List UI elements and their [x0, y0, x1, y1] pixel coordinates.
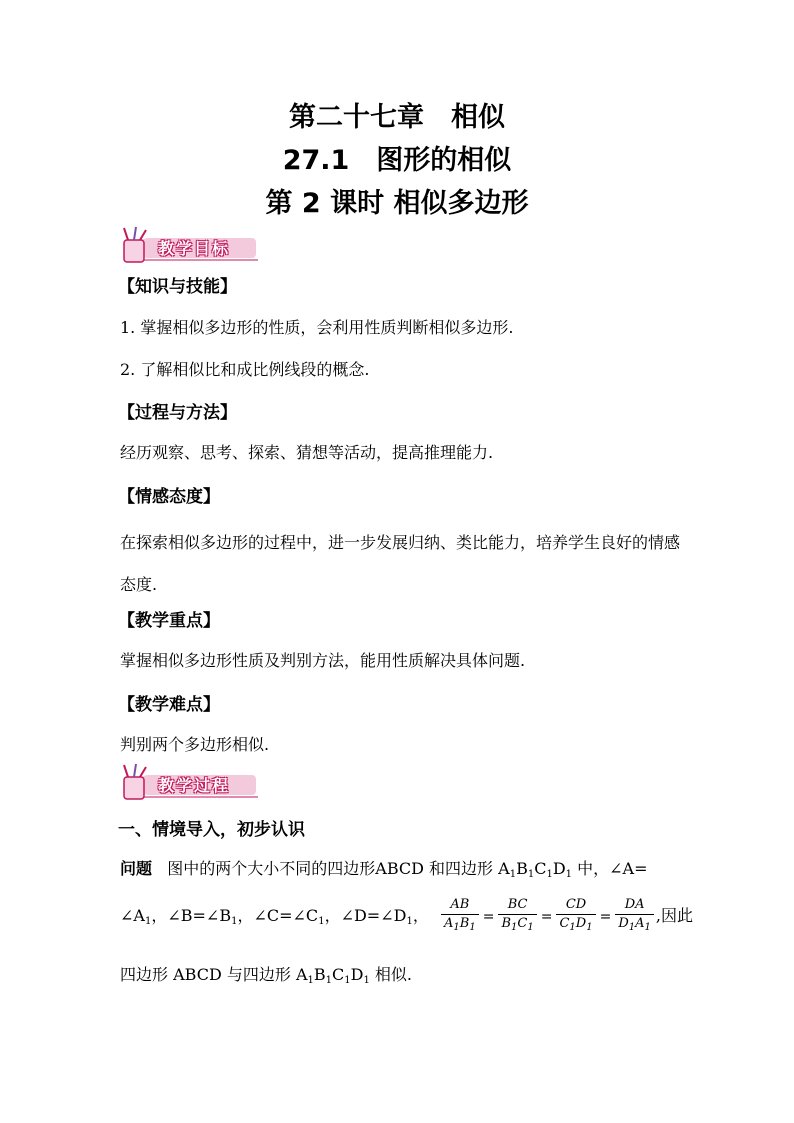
knowledge-item-2: 2. 了解相似比和成比例线段的概念.	[120, 360, 370, 379]
method-heading: 【过程与方法】	[118, 403, 237, 423]
fraction-ab: $\frac{AB}{A_1B_1}$	[441, 896, 479, 937]
chapter-title: 第二十七章 相似	[289, 102, 505, 133]
knowledge-heading: 【知识与技能】	[118, 277, 237, 297]
question-line-1: 问题 图中的两个大小不同的四边形ABCD 和四边形 $A_1B_1C_1D_1$ 中，∠A=	[120, 859, 648, 880]
question-line-2: $\angle A_1$，$\angle B=\angle B_1$，$\angle C=\angle C_1$，$\angle D=\angle D_1$， $\frac{AB}{A_1B_1}$ = $\frac{BC}{B_1C_1}$ = $\frac{CD}{C_1D_1}$ = $\frac{DA}{D_1A_1}$ ,因此	[120, 896, 693, 937]
fraction-bc: $\frac{BC}{B_1C_1}$	[498, 896, 536, 937]
pencil-cup-icon	[118, 763, 152, 801]
emotion-heading: 【情感态度】	[118, 487, 220, 507]
section1-heading: 一、情境导入，初步认识	[118, 820, 305, 840]
fraction-cd: $\frac{CD}{C_1D_1}$	[556, 896, 595, 937]
teaching-process-label: 教学过程	[158, 776, 231, 795]
key-points-heading: 【教学重点】	[118, 611, 220, 631]
method-text: 经历观察、思考、探索、猜想等活动，提高推理能力.	[120, 443, 494, 462]
section-title: 27.1 图形的相似	[282, 145, 512, 176]
pencil-cup-icon	[118, 226, 152, 264]
knowledge-item-1: 1. 掌握相似多边形的性质，会利用性质判断相似多边形.	[120, 318, 514, 337]
difficult-points-text: 判别两个多边形相似.	[120, 735, 270, 754]
question-line-3: 四边形 ABCD 与四边形 $A_1B_1C_1D_1$ 相似.	[120, 965, 413, 986]
question-label: 问题	[120, 859, 153, 878]
lesson-title: 第 2 课时 相似多边形	[265, 188, 529, 219]
teaching-goals-label: 教学目标	[158, 239, 231, 258]
emotion-text: 在探索相似多边形的过程中，进一步发展归纳、类比能力，培养学生良好的情感态度.	[120, 533, 681, 594]
fraction-da: $\frac{DA}{D_1A_1}$	[615, 896, 654, 937]
teaching-goals-banner	[118, 226, 248, 266]
teaching-process-banner	[118, 763, 248, 803]
key-points-text: 掌握相似多边形性质及判别方法，能用性质解决具体问题.	[120, 651, 526, 670]
difficult-points-heading: 【教学难点】	[118, 695, 220, 715]
